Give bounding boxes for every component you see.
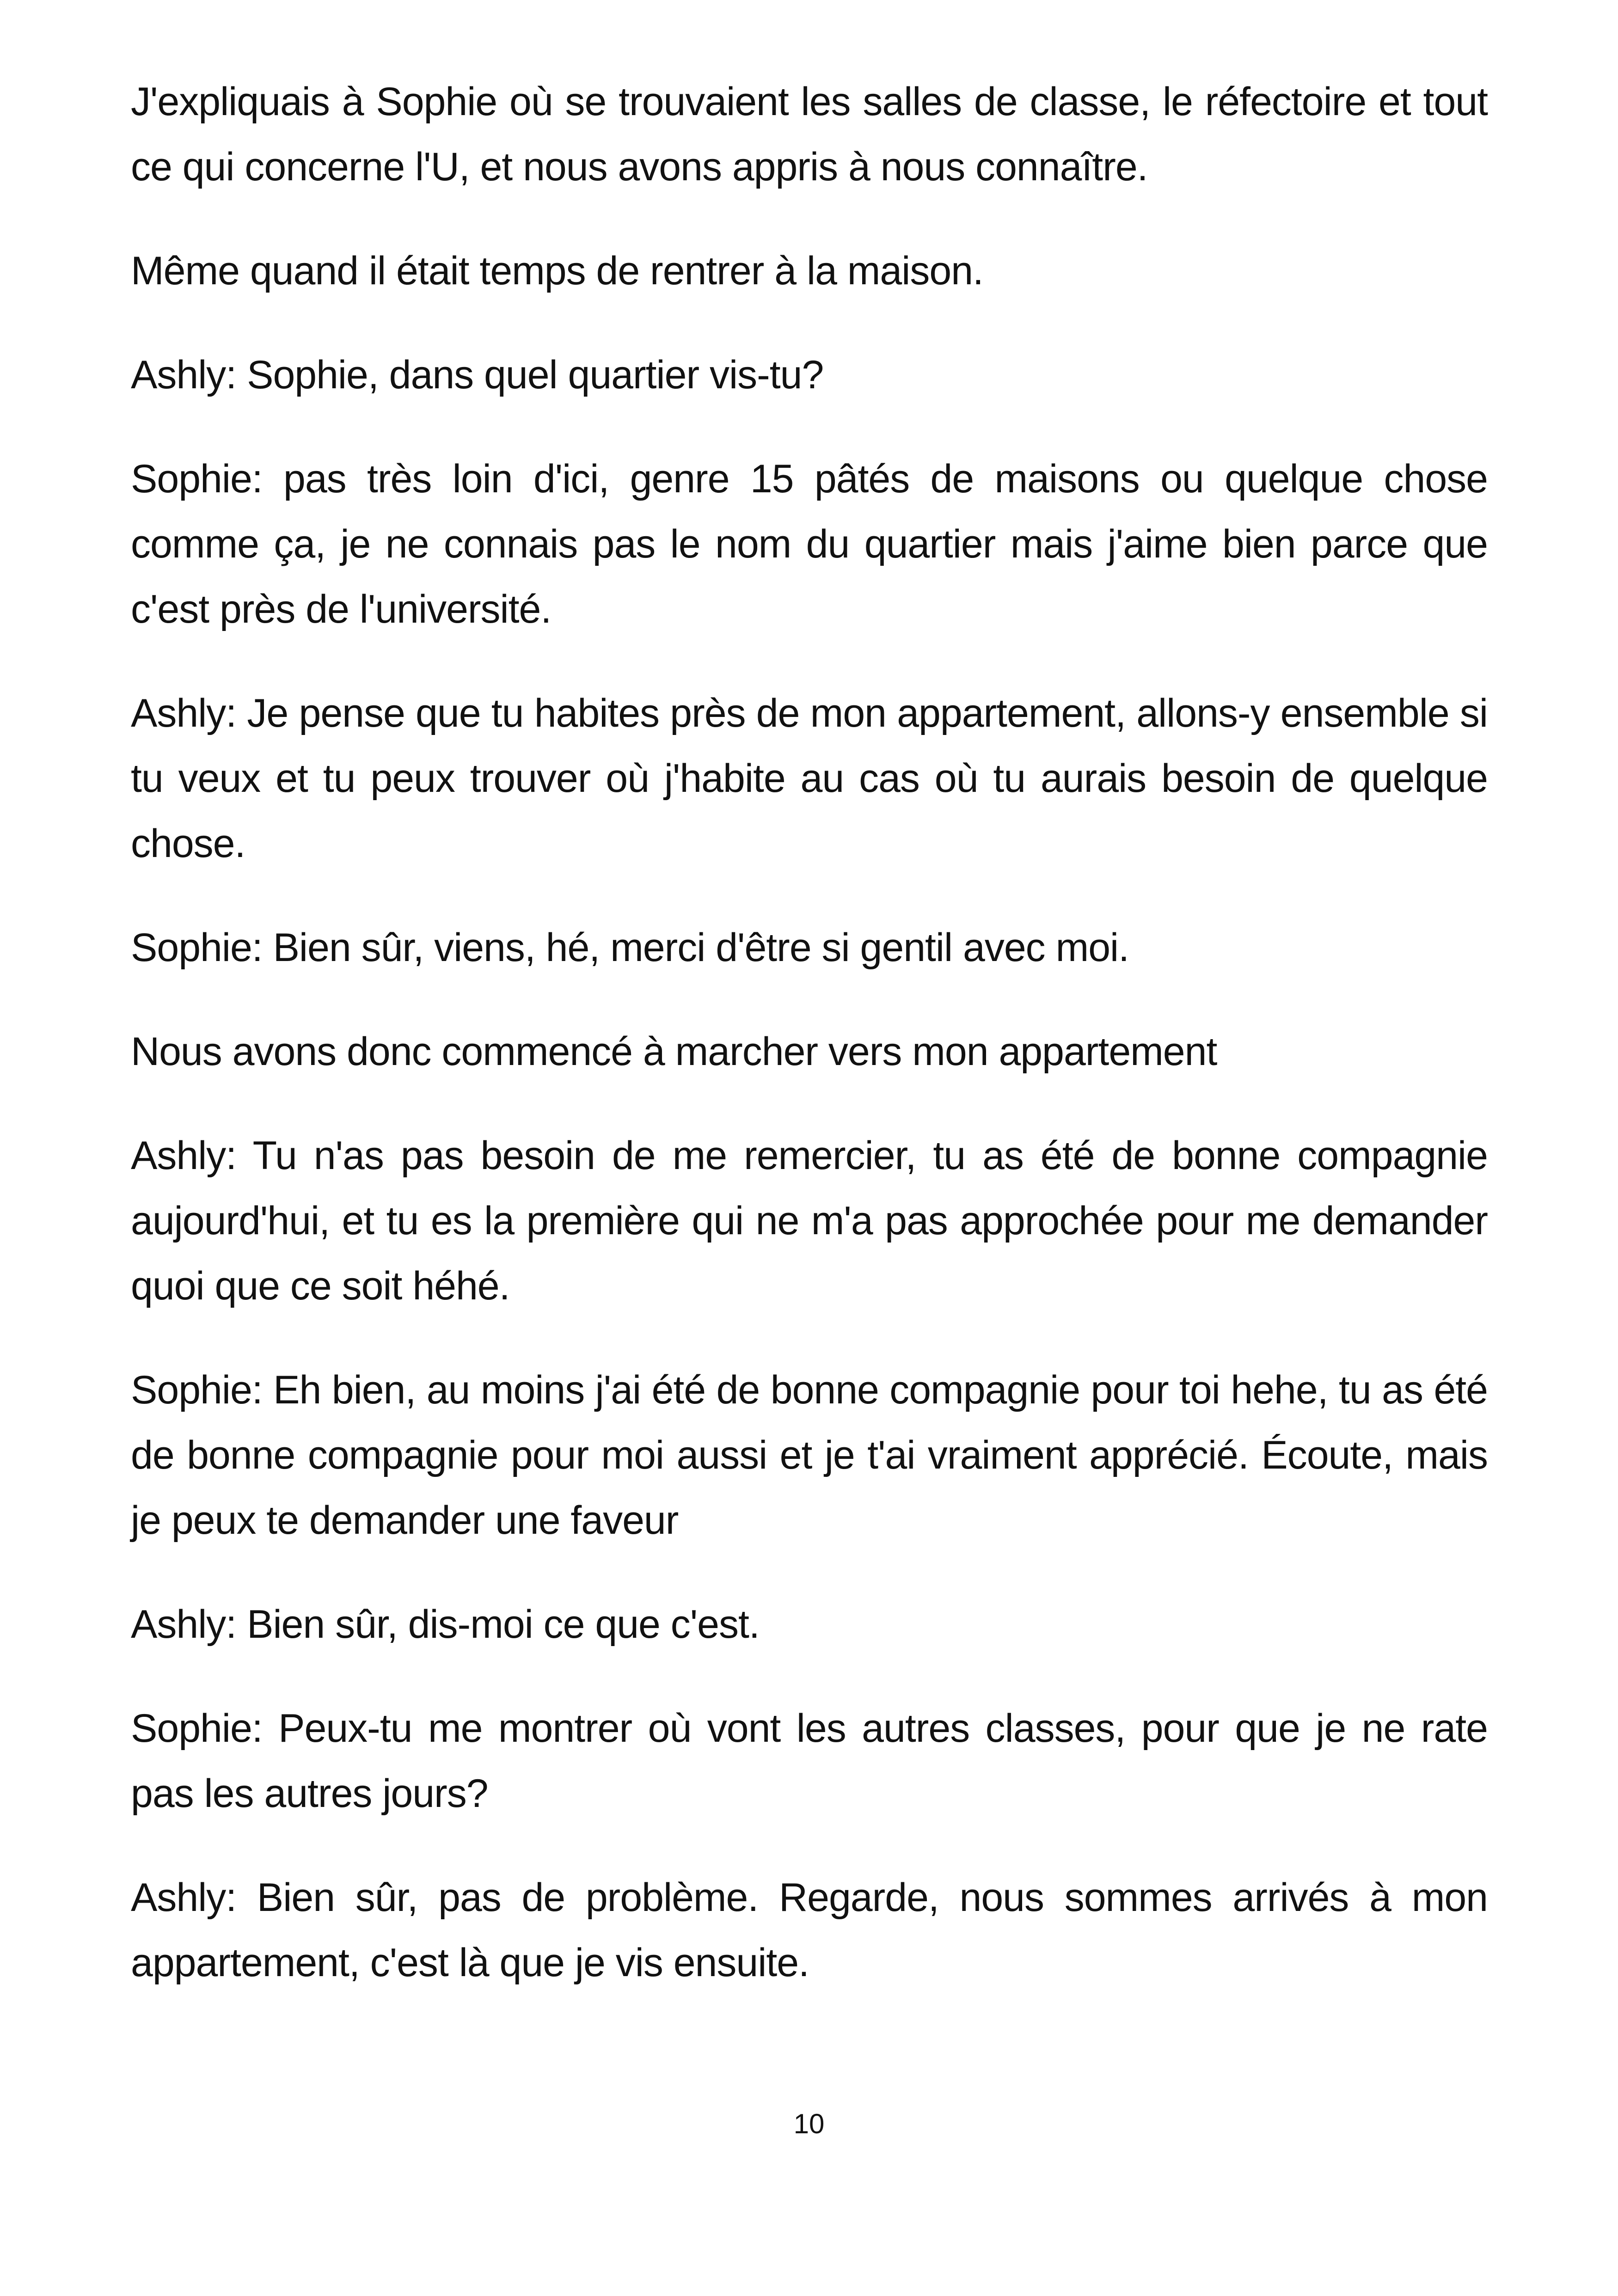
body-text: [131, 69, 1488, 2034]
paragraph: Sophie: Peux-tu me montrer où vont les autres classes, pour que je ne rate pas les autres jours?: [131, 1706, 1488, 1816]
paragraph: Même quand il était temps de rentrer à la maison.: [131, 249, 983, 293]
paragraph: Sophie: pas très loin d'ici, genre 15 pâtés de maisons ou quelque chose comme ça, je ne connais pas le nom du quartier mais j'aime bien parce que c'est près de l'université.: [131, 457, 1488, 631]
paragraph: Nous avons donc commencé à marcher vers mon appartement: [131, 1029, 1217, 1074]
paragraph: Sophie: Bien sûr, viens, hé, merci d'être si gentil avec moi.: [131, 925, 1129, 970]
paragraph: Ashly: Sophie, dans quel quartier vis-tu?: [131, 353, 824, 397]
paragraph: Sophie: Eh bien, au moins j'ai été de bonne compagnie pour toi hehe, tu as été de bonne compagnie pour moi aussi et je t'ai vraiment apprécié. Écoute, mais je peux te demander une faveur: [131, 1368, 1488, 1543]
paragraph: Ashly: Bien sûr, dis-moi ce que c'est.: [131, 1602, 760, 1647]
paragraph: Ashly: Je pense que tu habites près de mon appartement, allons-y ensemble si tu veux et tu peux trouver où j'habite au cas où tu aurais besoin de quelque chose.: [131, 691, 1488, 866]
page-number: 10: [793, 2108, 825, 2139]
paragraph: J'expliquais à Sophie où se trouvaient les salles de classe, le réfectoire et tout ce qui concerne l'U, et nous avons appris à nous connaître.: [131, 80, 1488, 189]
paragraph: Ashly: Bien sûr, pas de problème. Regarde, nous sommes arrivés à mon appartement, c'est là que je vis ensuite.: [131, 1875, 1488, 1985]
paragraph: Ashly: Tu n'as pas besoin de me remercier, tu as été de bonne compagnie aujourd'hui, et tu es la première qui ne m'a pas approchée pour me demander quoi que ce soit héhé.: [131, 1133, 1488, 1308]
